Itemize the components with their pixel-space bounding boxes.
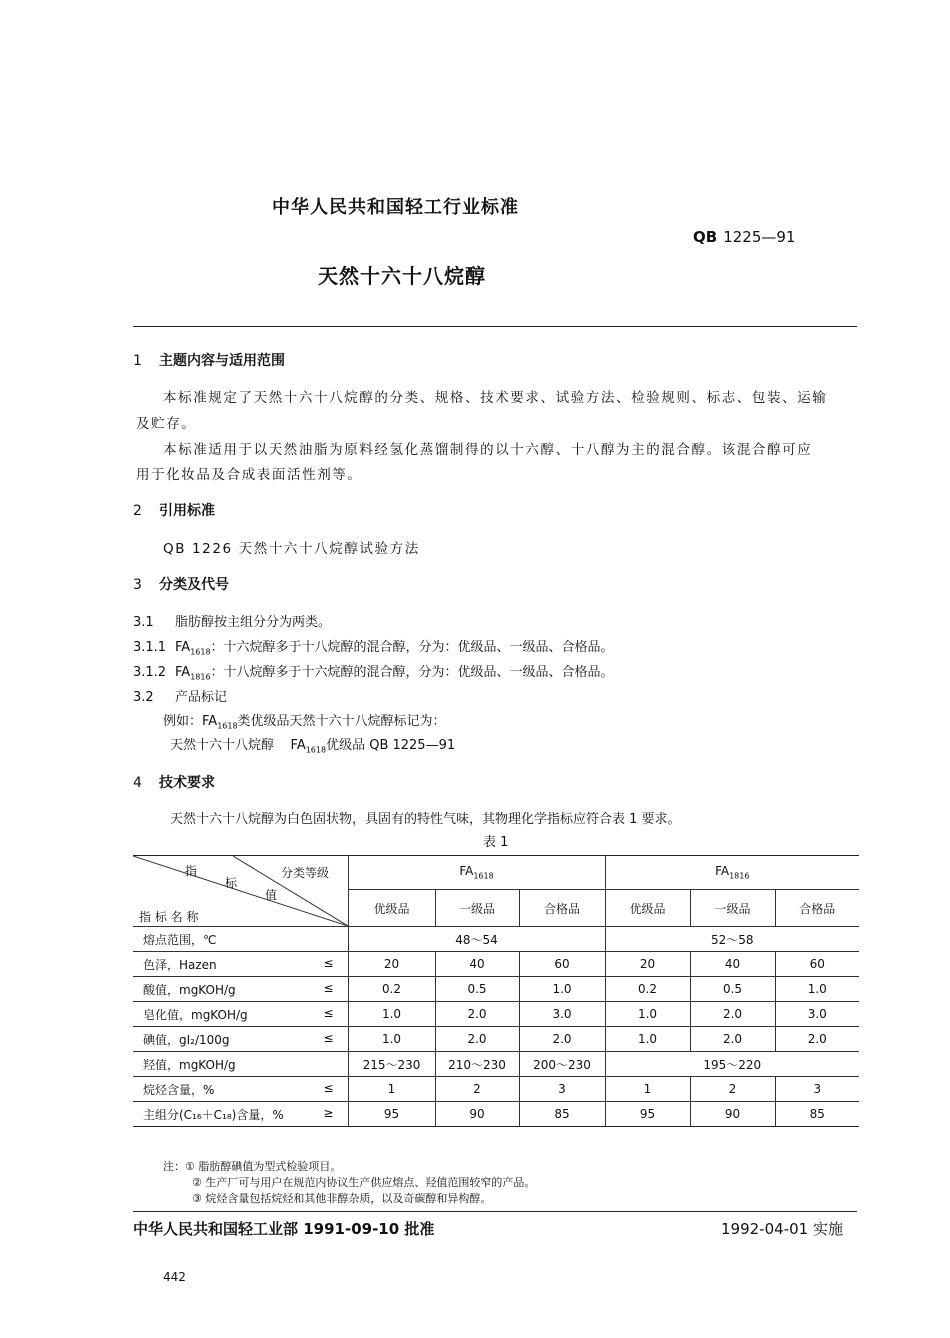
- title-divider: [133, 326, 857, 327]
- grade-header: 合格品: [519, 890, 605, 927]
- table-cell: 0.2: [605, 977, 690, 1002]
- grade-header: 一级品: [690, 890, 775, 927]
- section-1-heading: 1 主题内容与适用范围: [133, 353, 285, 369]
- standard-number: 1225—91: [723, 228, 796, 246]
- row-label: 酸值，mgKOH/g ≤: [133, 977, 348, 1002]
- group-header-fa1618: $FA_{1618}$: [348, 856, 605, 890]
- table-cell: 20: [605, 952, 690, 977]
- row-label: 色泽，Hazen ≤: [133, 952, 348, 977]
- table-cell: 85: [775, 1102, 859, 1127]
- table-cell: 95: [605, 1102, 690, 1127]
- grade-header: 优级品: [348, 890, 435, 927]
- table-cell: 3.0: [775, 1002, 859, 1027]
- corner-label-value: 值: [265, 888, 278, 902]
- effective-date: 1992-04-01 实施: [721, 1220, 843, 1238]
- table-cell: 210～230: [435, 1052, 519, 1077]
- table-cell: 195～220: [605, 1052, 859, 1077]
- section-2-heading: 2 引用标准: [133, 503, 215, 519]
- table-row: [133, 1002, 859, 1027]
- table-cell: 2.0: [519, 1027, 605, 1052]
- item-3-1-2: 3.1.2 $FA_{1816}$：十八烷醇多于十六烷醇的混合醇，分为：优级品、一级品、合格品。: [133, 665, 614, 682]
- section-3-heading: 3 分类及代号: [133, 577, 229, 593]
- table-cell: 0.5: [690, 977, 775, 1002]
- table-cell: 40: [690, 952, 775, 977]
- section-4-heading: 4 技术要求: [133, 775, 215, 791]
- table-row: [133, 952, 859, 977]
- table-cell: 2.0: [775, 1027, 859, 1052]
- grade-header: 一级品: [435, 890, 519, 927]
- table-cell: 0.5: [435, 977, 519, 1002]
- table-cell: 40: [435, 952, 519, 977]
- table-corner-header: [133, 856, 348, 927]
- table-cell: 1.0: [605, 1002, 690, 1027]
- table-cell: 1.0: [605, 1027, 690, 1052]
- section-2-reference: QB 1226 天然十六十八烷醇试验方法: [163, 541, 420, 557]
- table-row: [133, 1027, 859, 1052]
- table-cell: 95: [348, 1102, 435, 1127]
- table-cell: 52～58: [605, 927, 859, 952]
- table-cell: 3: [519, 1077, 605, 1102]
- item-3-1-1: 3.1.1 $FA_{1618}$：十六烷醇多于十八烷醇的混合醇，分为：优级品、一级品、合格品。: [133, 640, 614, 657]
- table-row: [133, 1077, 859, 1102]
- item-3-2: 3.2 产品标记: [133, 690, 228, 705]
- table-cell: 2.0: [435, 1027, 519, 1052]
- row-label: 羟值，mgKOH/g: [133, 1052, 348, 1077]
- section-1-para-2a: 本标准适用于以天然油脂为原料经氢化蒸馏制得的以十六醇、十八醇为主的混合醇。该混合醇可应: [163, 442, 813, 458]
- row-label: 熔点范围，℃: [133, 927, 348, 952]
- row-label: 烷烃含量，% ≤: [133, 1077, 348, 1102]
- table-cell: 60: [519, 952, 605, 977]
- approval-line: 中华人民共和国轻工业部 1991-09-10 批准: [133, 1220, 435, 1238]
- table-cell: 3.0: [519, 1002, 605, 1027]
- table-row: [133, 1102, 859, 1127]
- table-cell: 2.0: [690, 1027, 775, 1052]
- group-header-fa1816: $FA_{1816}$: [605, 856, 859, 890]
- table-cell: 2.0: [690, 1002, 775, 1027]
- row-label: 主组分(C₁₆＋C₁₈)含量，% ≥: [133, 1102, 348, 1127]
- corner-label-zhi: 指: [185, 864, 198, 878]
- table-cell: 60: [775, 952, 859, 977]
- table-cell: 48～54: [348, 927, 605, 952]
- standard-code: [693, 228, 795, 246]
- page-number: 442: [163, 1270, 186, 1284]
- section-1-para-2b: 用于化妆品及合成表面活性剂等。: [136, 467, 363, 483]
- spec-table: [133, 855, 859, 1127]
- table-cell: 2: [435, 1077, 519, 1102]
- table-cell: 0.2: [348, 977, 435, 1002]
- table-cell: 90: [435, 1102, 519, 1127]
- table-note-3: ③ 烷烃含量包括烷烃和其他非醇杂质，以及奇碳醇和异构醇。: [192, 1192, 492, 1205]
- table-note-2: ② 生产厂可与用户在规范内协议生产供应熔点、羟值范围较窄的产品。: [192, 1176, 536, 1189]
- org-title: 中华人民共和国轻工行业标准: [272, 197, 519, 218]
- table-cell: 1: [348, 1077, 435, 1102]
- table-row: [133, 1052, 859, 1077]
- document-title: 天然十六十八烷醇: [318, 264, 486, 288]
- standard-prefix: QB: [693, 228, 718, 246]
- row-label: 碘值，gI₂/100g ≤: [133, 1027, 348, 1052]
- table-cell: 200～230: [519, 1052, 605, 1077]
- table-cell: 90: [690, 1102, 775, 1127]
- footer-divider: [133, 1211, 857, 1212]
- table-cell: 1: [605, 1077, 690, 1102]
- table-cell: 1.0: [348, 1002, 435, 1027]
- marking-example-intro: 例如：$FA_{1618}$类优级品天然十六十八烷醇标记为：: [163, 714, 446, 731]
- table-cell: 1.0: [348, 1027, 435, 1052]
- row-label: 皂化值，mgKOH/g ≤: [133, 1002, 348, 1027]
- table-cell: 20: [348, 952, 435, 977]
- section-4-para: 天然十六十八烷醇为白色固状物，具固有的特性气味，其物理化学指标应符合表 1 要求。: [170, 812, 681, 827]
- table-cell: 1.0: [775, 977, 859, 1002]
- table-cell: 1.0: [519, 977, 605, 1002]
- table-cell: 3: [775, 1077, 859, 1102]
- table-note-1: 注：① 脂肪醇碘值为型式检验项目。: [163, 1160, 342, 1173]
- corner-label-biao: 标: [225, 876, 238, 890]
- table-cell: 2.0: [435, 1002, 519, 1027]
- section-1-para-1a: 本标准规定了天然十六十八烷醇的分类、规格、技术要求、试验方法、检验规则、标志、包装、运输: [163, 390, 828, 406]
- table-cell: 2: [690, 1077, 775, 1102]
- table-row: [133, 977, 859, 1002]
- marking-example: 天然十六十八烷醇 $FA_{1618}$优级品 QB 1225—91: [170, 738, 456, 755]
- grade-header: 合格品: [775, 890, 859, 927]
- grade-header: 优级品: [605, 890, 690, 927]
- table-caption: 表 1: [483, 835, 509, 850]
- section-1-para-1b: 及贮存。: [136, 416, 197, 432]
- item-3-1: 3.1 脂肪醇按主组分分为两类。: [133, 615, 332, 630]
- table-row: [133, 927, 859, 952]
- table-cell: 215～230: [348, 1052, 435, 1077]
- corner-label-grade: 分类等级: [281, 866, 330, 880]
- corner-label-name: 指 标 名 称: [139, 910, 199, 924]
- table-cell: 85: [519, 1102, 605, 1127]
